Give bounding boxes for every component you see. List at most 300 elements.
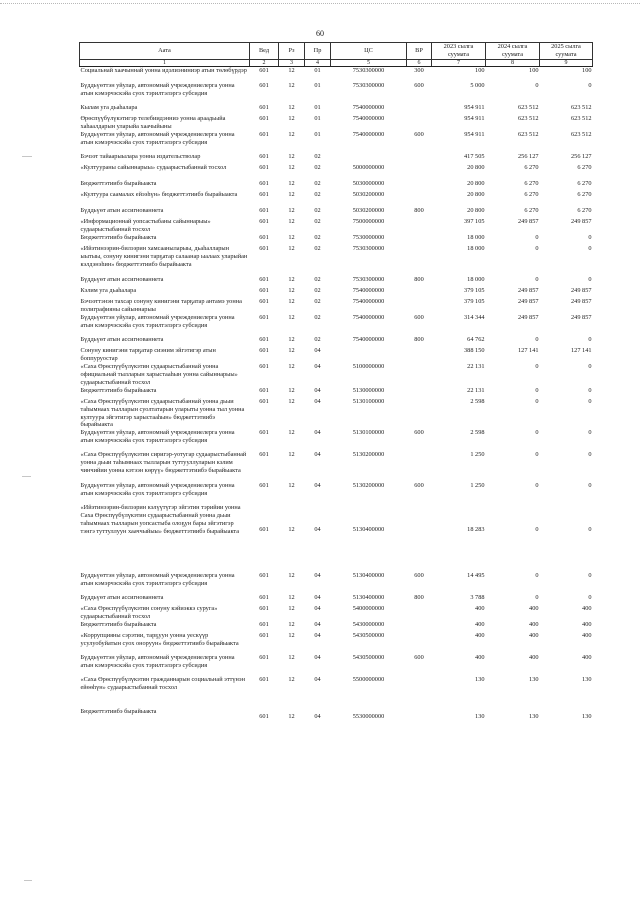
cell-amount-2023: 417 505 (464, 153, 485, 161)
cell-rz: 12 (288, 82, 295, 90)
cell-vr (407, 387, 432, 398)
cell-amount-2023: 2 598 (470, 397, 485, 405)
cell-amount-2025: 249 857 (571, 287, 592, 295)
cell-amount-2023: 14 495 (467, 572, 485, 580)
cell-amount-2025: 0 (588, 245, 592, 253)
table-row (80, 298, 593, 314)
cell-ved: 601 (259, 314, 269, 322)
cell-cs: 5130400000 (352, 526, 385, 534)
cell-pr: 02 (314, 153, 321, 161)
cell-vr (407, 104, 432, 115)
cell-rz: 12 (288, 287, 295, 295)
cell-cs: 5130200000 (352, 482, 385, 490)
cell-vr: 800 (414, 336, 424, 344)
cell-name: «Ийэтинээрин-билээрин хамсааныларыы, дьаһалларын ыытыы, сонуну кинигэни тарҕатар салаанар ыалаах уларыйан кэлдэнэһин» бюджеттэтиибэ бырайыакта (80, 245, 248, 268)
cell-rz: 12 (288, 191, 295, 199)
cell-ved: 601 (259, 234, 269, 242)
cell-ved: 601 (259, 336, 269, 344)
cell-rz: 12 (288, 654, 295, 662)
cell-amount-2023: 130 (475, 676, 485, 684)
cell-amount-2023: 20 800 (467, 207, 485, 215)
table-row (80, 594, 593, 605)
cell-name: «Саха Өрөспүүбүлүкэтин судаарыстыбаннай уонна официальнай тылларын харыстааһын уонна сайыннарыы» судаарыстыбаннай тосхол (80, 363, 238, 386)
table-row (80, 708, 593, 721)
cell-rz: 12 (288, 605, 295, 613)
cell-name: Бюджеттэтиибэ бырайыакта (80, 386, 157, 394)
cell-name: «Култуура саамалах ейээһүн» бюджеттэтиибэ бырайыакта (80, 191, 238, 199)
table-row (80, 336, 593, 347)
cell-amount-2024: 0 (535, 363, 539, 371)
table-row (80, 180, 593, 191)
cell-cs: 5130100000 (352, 429, 385, 437)
cell-amount-2023: 954 911 (464, 104, 485, 112)
cell-pr: 02 (314, 164, 321, 172)
cell-amount-2024: 6 270 (524, 191, 539, 199)
cell-amount-2024: 0 (535, 594, 539, 602)
cell-name: Бүддьүөт атын ассигнованнета (80, 336, 164, 344)
scan-mark (22, 476, 31, 477)
cell-vr (407, 115, 432, 131)
cell-amount-2023: 397 105 (464, 218, 485, 226)
cell-cs: 5130400000 (352, 594, 385, 602)
cell-amount-2023: 2 598 (470, 429, 485, 437)
cell-amount-2023: 18 000 (467, 276, 485, 284)
cell-pr: 01 (314, 66, 321, 74)
cell-cs: 7530300000 (352, 66, 385, 74)
cell-vr: 300 (414, 66, 424, 74)
table-row (80, 191, 593, 207)
cell-vr (407, 234, 432, 245)
cell-vr (407, 245, 432, 276)
cell-rz: 12 (288, 386, 295, 394)
cell-amount-2023: 388 150 (464, 347, 485, 355)
cell-ved: 601 (259, 429, 269, 437)
cell-rz: 12 (288, 572, 295, 580)
cell-ved: 601 (259, 347, 269, 355)
cell-amount-2024: 0 (535, 397, 539, 405)
column-number: 1 (80, 59, 250, 66)
cell-pr: 04 (314, 572, 321, 580)
cell-cs: 5430000000 (352, 621, 385, 629)
cell-amount-2024: 400 (529, 621, 539, 629)
cell-amount-2023: 64 762 (467, 336, 485, 344)
cell-pr: 02 (314, 336, 321, 344)
cell-rz: 12 (288, 621, 295, 629)
cell-cs: 5400000000 (352, 605, 385, 613)
column-number-row (80, 59, 593, 66)
cell-amount-2023: 5 000 (470, 82, 485, 90)
column-number: 9 (540, 59, 593, 66)
cell-ved: 601 (259, 245, 269, 253)
table-row (80, 276, 593, 287)
cell-amount-2025: 6 270 (577, 191, 592, 199)
table-row (80, 66, 593, 82)
cell-vr: 600 (414, 131, 424, 139)
table-row (80, 387, 593, 398)
cell-amount-2025: 400 (582, 654, 592, 662)
cell-name: Бюджеттэтиибэ бырайыакта (80, 621, 157, 629)
cell-ved: 601 (259, 594, 269, 602)
cell-amount-2025: 0 (588, 234, 592, 242)
cell-cs: 7540000000 (352, 336, 385, 344)
table-row (80, 676, 593, 708)
cell-pr: 01 (314, 82, 321, 90)
cell-amount-2023: 314 344 (464, 314, 485, 322)
cell-pr: 02 (314, 234, 321, 242)
table-body (80, 66, 593, 721)
cell-vr: 600 (414, 429, 424, 437)
cell-rz: 12 (288, 234, 295, 242)
cell-vr: 800 (414, 207, 424, 215)
table-row (80, 82, 593, 104)
cell-amount-2025: 0 (588, 572, 592, 580)
cell-amount-2023: 1 250 (470, 451, 485, 459)
cell-rz: 12 (288, 207, 295, 215)
cell-amount-2023: 3 788 (470, 594, 485, 602)
cell-amount-2025: 400 (582, 621, 592, 629)
cell-cs: 5100000000 (352, 363, 385, 371)
column-header: ВР (407, 43, 432, 60)
cell-rz: 12 (288, 245, 295, 253)
cell-amount-2025: 0 (588, 429, 592, 437)
cell-amount-2023: 18 000 (467, 234, 485, 242)
table-row (80, 245, 593, 276)
cell-pr: 02 (314, 218, 321, 226)
cell-amount-2023: 379 105 (464, 298, 485, 306)
cell-ved: 601 (259, 605, 269, 613)
cell-cs: 7540000000 (352, 298, 385, 306)
cell-cs: 7530000000 (352, 234, 385, 242)
cell-ved: 601 (259, 386, 269, 394)
cell-amount-2024: 256 127 (518, 153, 539, 161)
cell-amount-2023: 379 105 (464, 287, 485, 295)
cell-name: Бүддьүөттэн уйулар, автономнай учреждениелерга уонна атын кэмэрчэскэйа суох тэрилтэлэргэ субсидия (80, 314, 235, 330)
cell-amount-2023: 954 911 (464, 115, 485, 123)
cell-name: Бэчээттэнэн тахсар сонуну кинигэни тарҕатар антамэ уонна полиграфияны сайыннарыы (80, 298, 242, 314)
cell-cs: 7540000000 (352, 287, 385, 295)
table-row (80, 347, 593, 363)
table-row (80, 153, 593, 164)
table-row (80, 218, 593, 234)
cell-amount-2024: 0 (535, 386, 539, 394)
cell-ved: 601 (259, 363, 269, 371)
cell-amount-2025: 0 (588, 594, 592, 602)
cell-vr (407, 298, 432, 314)
cell-name: Бюджеттэтиибэ бырайыакта (80, 708, 157, 716)
cell-name: Бүддьүөттэн уйулар, автономнай учреждениелерга уонна атын кэмэрчэскэйа суох тэрилтэлэргэ субсидия (80, 654, 235, 670)
cell-cs (331, 347, 407, 363)
cell-amount-2025: 0 (588, 386, 592, 394)
cell-cs: 7500000000 (352, 218, 385, 226)
table-row (80, 451, 593, 482)
column-header: Аата (80, 43, 250, 60)
cell-cs: 5500000000 (352, 676, 385, 684)
column-header: 2025 сылга суумата (540, 43, 593, 60)
cell-vr: 600 (414, 654, 424, 662)
cell-amount-2024: 0 (535, 336, 539, 344)
cell-name: «Саха Өрөспүүбүлүкэтин сиригэр-уотугар судаарыстыбаннай уонна дьыи таһымнаах тылларын туттууллуларын кэлим чинчийии уонна кэтээн көрүү» бюджеттэтиибэ бырайыакта (80, 451, 247, 474)
cell-amount-2025: 127 141 (571, 347, 592, 355)
cell-pr: 04 (314, 429, 321, 437)
cell-amount-2024: 623 512 (518, 131, 539, 139)
cell-rz: 12 (288, 594, 295, 602)
cell-rz: 12 (288, 363, 295, 371)
cell-amount-2023: 20 800 (467, 164, 485, 172)
cell-amount-2024: 6 270 (524, 207, 539, 215)
cell-pr: 04 (314, 621, 321, 629)
table-row (80, 207, 593, 218)
cell-amount-2023: 18 283 (467, 526, 485, 534)
cell-cs (331, 153, 407, 164)
cell-ved: 601 (259, 191, 269, 199)
cell-cs: 7540000000 (352, 131, 385, 139)
cell-vr (407, 287, 432, 298)
cell-vr (407, 363, 432, 387)
cell-ved: 601 (259, 164, 269, 172)
cell-pr: 04 (314, 451, 321, 459)
cell-amount-2024: 400 (529, 605, 539, 613)
cell-amount-2023: 954 911 (464, 131, 485, 139)
cell-ved: 601 (259, 218, 269, 226)
table-row (80, 234, 593, 245)
cell-ved: 601 (259, 676, 269, 684)
column-number: 5 (331, 59, 407, 66)
cell-amount-2025: 0 (588, 82, 592, 90)
cell-ved: 601 (259, 131, 269, 139)
cell-rz: 12 (288, 164, 295, 172)
cell-cs: 5130200000 (352, 451, 385, 459)
cell-cs: 7530300000 (352, 245, 385, 253)
cell-vr: 600 (414, 314, 424, 322)
cell-amount-2024: 100 (529, 66, 539, 74)
cell-ved: 601 (259, 153, 269, 161)
table-row (80, 314, 593, 336)
cell-pr: 04 (314, 482, 321, 490)
cell-vr (407, 164, 432, 180)
cell-vr (407, 605, 432, 621)
column-number: 3 (279, 59, 305, 66)
cell-rz: 12 (288, 336, 295, 344)
cell-pr: 01 (314, 115, 321, 123)
column-header: ЦС (331, 43, 407, 60)
cell-vr (407, 676, 432, 708)
cell-pr: 02 (314, 287, 321, 295)
cell-cs: 7530300000 (352, 276, 385, 284)
column-number: 6 (407, 59, 432, 66)
cell-pr: 04 (314, 526, 321, 534)
cell-amount-2025: 0 (588, 397, 592, 405)
cell-cs: 5030200000 (352, 207, 385, 215)
cell-amount-2024: 623 512 (518, 104, 539, 112)
table-row (80, 131, 593, 153)
cell-ved: 601 (259, 276, 269, 284)
cell-rz: 12 (288, 314, 295, 322)
column-header: Вед (250, 43, 279, 60)
cell-rz: 12 (288, 115, 295, 123)
cell-name: Бюджеттэтиибэ бырайыакта (80, 234, 157, 242)
cell-vr (407, 218, 432, 234)
cell-amount-2023: 22 131 (467, 386, 485, 394)
scan-mark (22, 156, 32, 157)
cell-cs: 7540000000 (352, 314, 385, 322)
cell-amount-2025: 0 (588, 451, 592, 459)
cell-ved: 601 (259, 104, 269, 112)
cell-cs: 5430500000 (352, 654, 385, 662)
column-number: 2 (250, 59, 279, 66)
cell-amount-2025: 623 512 (571, 115, 592, 123)
cell-amount-2025: 249 857 (571, 218, 592, 226)
cell-cs: 5430500000 (352, 632, 385, 640)
cell-ved: 601 (259, 632, 269, 640)
cell-rz: 12 (288, 218, 295, 226)
cell-pr: 02 (314, 180, 321, 188)
cell-name: «Коррупцияны сэрэтии, тарҕуун уонна уескүүр усулуобуйатын суох оноруун» бюджеттэтиибэ бырайыакта (80, 632, 239, 648)
cell-ved: 601 (259, 66, 269, 74)
table-row (80, 654, 593, 676)
cell-pr: 01 (314, 131, 321, 139)
cell-amount-2024: 400 (529, 632, 539, 640)
cell-amount-2024: 127 141 (518, 347, 539, 355)
cell-amount-2024: 0 (535, 245, 539, 253)
cell-amount-2025: 130 (582, 676, 592, 684)
cell-pr: 02 (314, 191, 321, 199)
table-row (80, 104, 593, 115)
budget-table (79, 42, 593, 721)
cell-amount-2025: 256 127 (571, 153, 592, 161)
cell-ved: 601 (259, 451, 269, 459)
cell-pr: 01 (314, 104, 321, 112)
cell-vr (407, 180, 432, 191)
cell-ved: 601 (259, 298, 269, 306)
cell-pr: 02 (314, 207, 321, 215)
table-row (80, 164, 593, 180)
cell-amount-2024: 623 512 (518, 115, 539, 123)
cell-vr (407, 347, 432, 363)
cell-cs: 7530300000 (352, 82, 385, 90)
cell-name: Бүддьүөт атын ассигнованнета (80, 276, 164, 284)
cell-amount-2025: 6 270 (577, 164, 592, 172)
cell-rz: 12 (288, 526, 295, 534)
cell-vr: 600 (414, 82, 424, 90)
cell-cs: 5130100000 (352, 397, 385, 405)
cell-name: Бэчээт тайаарыылара уонна издательстволар (80, 153, 201, 161)
cell-amount-2025: 623 512 (571, 104, 592, 112)
cell-name: «Саха Өрөспүүбүлүкэтин сонуну кэйиэккэ суруга» судаарыстыбаннай тосхол (80, 605, 218, 621)
cell-name: Бүддьүөттэн уйулар, автономнай учреждениелерга уонна атын кэмэрчэскэйа суох тэрилтэлэргэ субсидия (80, 82, 235, 98)
table-row (80, 605, 593, 621)
cell-vr (407, 504, 432, 572)
cell-vr: 800 (414, 276, 424, 284)
cell-vr: 600 (414, 572, 424, 580)
cell-ved: 601 (259, 397, 269, 405)
cell-rz: 12 (288, 131, 295, 139)
cell-amount-2025: 249 857 (571, 298, 592, 306)
cell-amount-2024: 0 (535, 451, 539, 459)
cell-cs: 5030200000 (352, 191, 385, 199)
column-header: Рз (279, 43, 305, 60)
cell-amount-2025: 0 (588, 336, 592, 344)
cell-amount-2023: 400 (475, 621, 485, 629)
cell-amount-2025: 400 (582, 605, 592, 613)
cell-amount-2024: 0 (535, 572, 539, 580)
cell-amount-2023: 400 (475, 605, 485, 613)
cell-vr (407, 621, 432, 632)
cell-amount-2025: 0 (588, 482, 592, 490)
cell-vr (407, 191, 432, 207)
cell-rz: 12 (288, 676, 295, 684)
column-number: 4 (305, 59, 331, 66)
cell-cs: 7540000000 (352, 104, 385, 112)
cell-rz: 12 (288, 347, 295, 355)
cell-pr: 04 (314, 654, 321, 662)
cell-amount-2024: 249 857 (518, 298, 539, 306)
cell-cs: 5000000000 (352, 164, 385, 172)
cell-ved: 601 (259, 207, 269, 215)
cell-amount-2024: 400 (529, 654, 539, 662)
column-number: 8 (486, 59, 540, 66)
table-row (80, 363, 593, 387)
cell-amount-2025: 0 (588, 526, 592, 534)
cell-ved: 601 (259, 621, 269, 629)
cell-ved: 601 (259, 180, 269, 188)
cell-vr (407, 632, 432, 654)
cell-name: Бүддьүөттэн уйулар, автономнай учреждениелерга уонна атын кэмэрчэскэйа суох тэрилтэлэргэ субсидия (80, 429, 235, 445)
cell-name: Социальнай хаачыннай уонна идэлиэниниэр атын төлөбүрдэр (80, 66, 247, 74)
cell-name: «Ийэтинээрин-билээрин кэлүүтүгэр эйгэтин тэрийии уонна Саха Өрөспүүбүлүкэтин судаарыстыбаннай уонна дьыи таһымнаах тылларын уопсастыба олоҕун бары эйгэтигэр тэнгэ туттуллуун хааччыйыы» бюджеттэтиибэ бырайыакта (80, 504, 241, 535)
cell-amount-2025: 0 (588, 363, 592, 371)
table-row (80, 482, 593, 504)
header-row (80, 43, 593, 60)
page-number: 60 (316, 29, 324, 38)
cell-amount-2025: 6 270 (577, 180, 592, 188)
cell-name: Бүддьүөт атын ассигнованнета (80, 207, 164, 215)
cell-amount-2023: 400 (475, 632, 485, 640)
scan-mark (24, 880, 32, 881)
table-row (80, 398, 593, 429)
cell-ved: 601 (259, 482, 269, 490)
cell-pr: 02 (314, 276, 321, 284)
cell-pr: 04 (314, 676, 321, 684)
table-row (80, 632, 593, 654)
cell-name: Кэлим уга дьаһалара (80, 287, 137, 295)
cell-amount-2023: 100 (475, 66, 485, 74)
cell-rz: 12 (288, 104, 295, 112)
table-row (80, 115, 593, 131)
cell-amount-2023: 1 250 (470, 482, 485, 490)
cell-rz: 12 (288, 180, 295, 188)
cell-amount-2024: 0 (535, 82, 539, 90)
cell-pr: 04 (314, 632, 321, 640)
cell-amount-2025: 0 (588, 276, 592, 284)
cell-amount-2025: 249 857 (571, 314, 592, 322)
cell-amount-2023: 400 (475, 654, 485, 662)
cell-rz: 12 (288, 153, 295, 161)
cell-amount-2025: 130 (582, 713, 592, 721)
cell-name: Сонуну кинигэни тарҕатар сиэним эйгэтигэр атын боппуруостар (80, 347, 216, 363)
cell-amount-2023: 18 000 (467, 245, 485, 253)
cell-amount-2025: 623 512 (571, 131, 592, 139)
cell-pr: 02 (314, 314, 321, 322)
cell-ved: 601 (259, 713, 269, 721)
table-row (80, 504, 593, 572)
cell-amount-2024: 0 (535, 526, 539, 534)
cell-name: Бүддьүөттэн уйулар, автономнай учреждениелерга уонна атын кэмэрчэскэйа суох тэрилтэлэргэ субсидия (80, 482, 235, 498)
cell-amount-2024: 130 (529, 713, 539, 721)
cell-amount-2023: 20 800 (467, 180, 485, 188)
cell-vr: 600 (414, 482, 424, 490)
cell-pr: 02 (314, 245, 321, 253)
cell-name: Бүддьүөттэн уйулар, автономнай учреждениелерга уонна атын кэмэрчэскэйа суох тэрилтэлэргэ субсидия (80, 572, 235, 588)
